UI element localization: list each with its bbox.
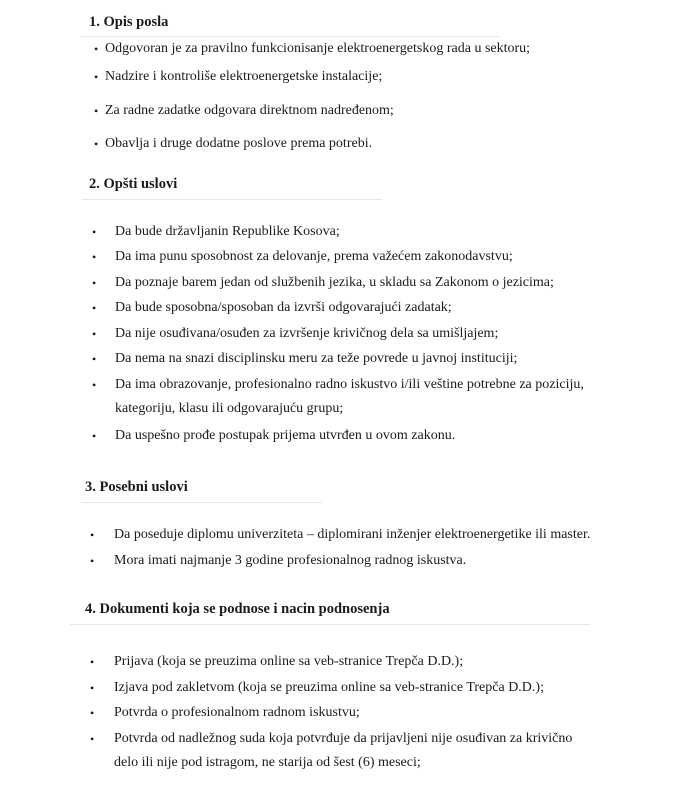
list-item: Da ima obrazovanje, profesionalno radno iskustvo i/ili veštine potrebne za poziciju, (115, 377, 584, 392)
list-item: Da poseduje diplomu univerziteta – diplomirani inženjer elektroenergetike ili master. (114, 527, 591, 542)
bullet-icon: • (92, 301, 97, 315)
bullet-icon: • (92, 429, 97, 443)
list-item: Da nema na snazi disciplinsku meru za teže povrede u javnoj instituciji; (115, 351, 518, 366)
scan-line (82, 199, 382, 200)
scan-line (70, 624, 590, 625)
bullet-icon: • (90, 681, 95, 695)
bullet-icon: • (90, 554, 95, 568)
section-heading-job-description: 1. Opis posla (89, 14, 169, 30)
list-item: Potvrda o profesionalnom radnom iskustvu; (114, 705, 360, 720)
list-item: Obavlja i druge dodatne poslove prema potrebi. (105, 136, 373, 151)
list-item: Da ima punu sposobnost za delovanje, prema važećem zakonodavstvu; (115, 249, 513, 264)
bullet-icon: • (92, 250, 97, 264)
bullet-icon: • (90, 732, 95, 746)
list-item: Nadzire i kontroliše elektroenergetske instalacije; (105, 69, 383, 84)
bullet-icon: • (94, 42, 99, 56)
list-item: Odgovoran je za pravilno funkcionisanje elektroenergetskog rada u sektoru; (105, 41, 531, 56)
list-item: Mora imati najmanje 3 godine profesionalnog radnog iskustva. (114, 553, 467, 568)
list-item: Za radne zadatke odgovara direktnom nadređenom; (105, 103, 394, 118)
bullet-icon: • (94, 70, 99, 84)
scan-line (82, 502, 322, 503)
bullet-icon: • (90, 655, 95, 669)
section-heading-special-conditions: 3. Posebni uslovi (85, 479, 188, 495)
list-item: Izjava pod zakletvom (koja se preuzima online sa veb-stranice Trepča D.D.); (114, 680, 544, 695)
list-item: Da bude državljanin Republike Kosova; (115, 224, 340, 239)
list-item-continuation: kategoriju, klasu ili odgovarajuću grupu; (115, 401, 344, 416)
list-item: Da poznaje barem jedan od službenih jezika, u skladu sa Zakonom o jezicima; (115, 275, 554, 290)
bullet-icon: • (92, 352, 97, 366)
list-item: Da bude sposobna/sposoban da izvrši odgovarajući zadatak; (115, 300, 452, 315)
bullet-icon: • (94, 104, 99, 118)
list-item: Prijava (koja se preuzima online sa veb-stranice Trepča D.D.); (114, 654, 464, 669)
bullet-icon: • (90, 706, 95, 720)
bullet-icon: • (92, 378, 97, 392)
list-item-continuation: delo ili nije pod istragom, ne starija od šest (6) meseci; (114, 755, 421, 770)
section-heading-general-conditions: 2. Opšti uslovi (89, 176, 178, 192)
list-item: Da nije osuđivana/osuđen za izvršenje krivičnog dela sa umišljajem; (115, 326, 499, 341)
list-item: Potvrda od nadležnog suda koja potvrđuje da prijavljeni nije osuđivan za krivično (114, 731, 573, 746)
bullet-icon: • (92, 225, 97, 239)
bullet-icon: • (92, 327, 97, 341)
bullet-icon: • (90, 528, 95, 542)
bullet-icon: • (94, 137, 99, 151)
list-item: Da uspešno prođe postupak prijema utvrđen u ovom zakonu. (115, 428, 456, 443)
bullet-icon: • (92, 276, 97, 290)
section-heading-documents: 4. Dokumenti koja se podnose i nacin podnosenja (85, 601, 390, 617)
